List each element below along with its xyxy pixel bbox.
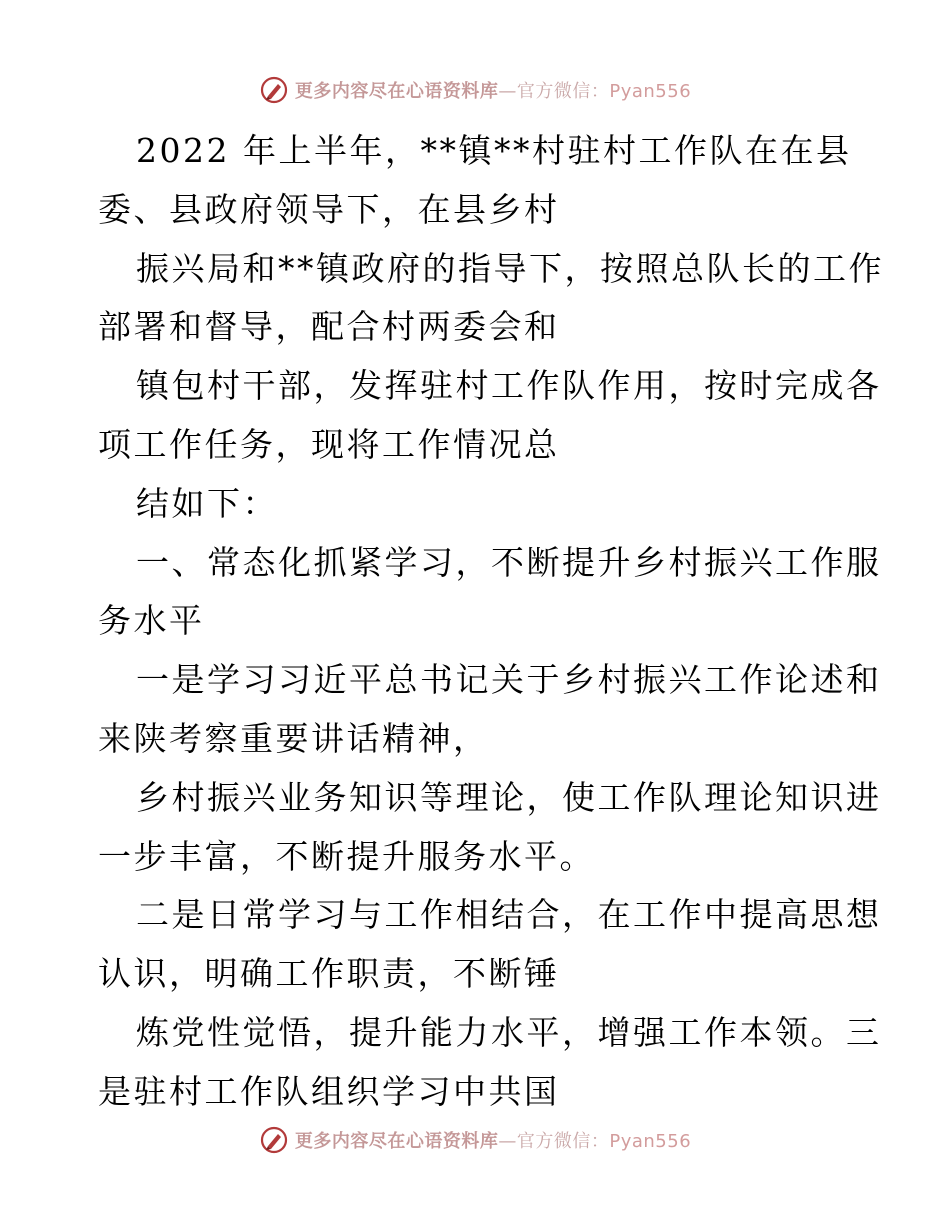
- text-line: 项工作任务，现将工作情况总: [98, 424, 560, 464]
- text-line: 乡村振兴业务知识等理论，使工作队理论知识进: [136, 777, 882, 817]
- text-line: 镇包村干部，发挥驻村工作队作用，按时完成各: [136, 366, 882, 406]
- footer-watermark: [0, 1122, 950, 1158]
- watermark-main: 更多内容尽在心语资料库: [294, 1131, 499, 1152]
- pen-logo-icon: [259, 75, 289, 105]
- text-line: 结如下：: [136, 483, 278, 523]
- watermark-main: 更多内容尽在心语资料库: [294, 81, 499, 102]
- document-body: [98, 122, 884, 1122]
- text-line: 来陕考察重要讲话精神，: [98, 718, 489, 758]
- header-watermark: [0, 72, 950, 108]
- watermark-id: Pyan556: [609, 1131, 692, 1152]
- text-line: 部署和督导，配合村两委会和: [98, 307, 560, 347]
- text-line: 务水平: [98, 601, 205, 641]
- pen-logo-icon: [259, 1125, 289, 1155]
- watermark-text: [295, 77, 691, 103]
- text-line: 是驻村工作队组织学习中共国: [98, 1071, 560, 1111]
- watermark-sub: —官方微信：: [498, 1131, 610, 1152]
- watermark-id: Pyan556: [609, 81, 692, 102]
- text-line: 炼党性觉悟，提升能力水平，增强工作本领。三: [136, 1012, 882, 1052]
- text-line: 一是学习习近平总书记关于乡村振兴工作论述和: [136, 660, 882, 700]
- text-line: 2022 年上半年，**镇**村驻村工作队在在县: [136, 131, 852, 170]
- text-line: 认识，明确工作职责，不断锤: [98, 954, 560, 994]
- text-line: 委、县政府领导下，在县乡村: [98, 189, 560, 229]
- text-line: 一、常态化抓紧学习，不断提升乡村振兴工作服: [136, 542, 882, 582]
- text-line: 振兴局和**镇政府的指导下，按照总队长的工作: [136, 248, 884, 288]
- text-line: 一步丰富，不断提升服务水平。: [98, 836, 595, 876]
- text-line: 二是日常学习与工作相结合，在工作中提高思想: [136, 895, 882, 935]
- watermark-sub: —官方微信：: [498, 81, 610, 102]
- watermark-text: [295, 1127, 691, 1153]
